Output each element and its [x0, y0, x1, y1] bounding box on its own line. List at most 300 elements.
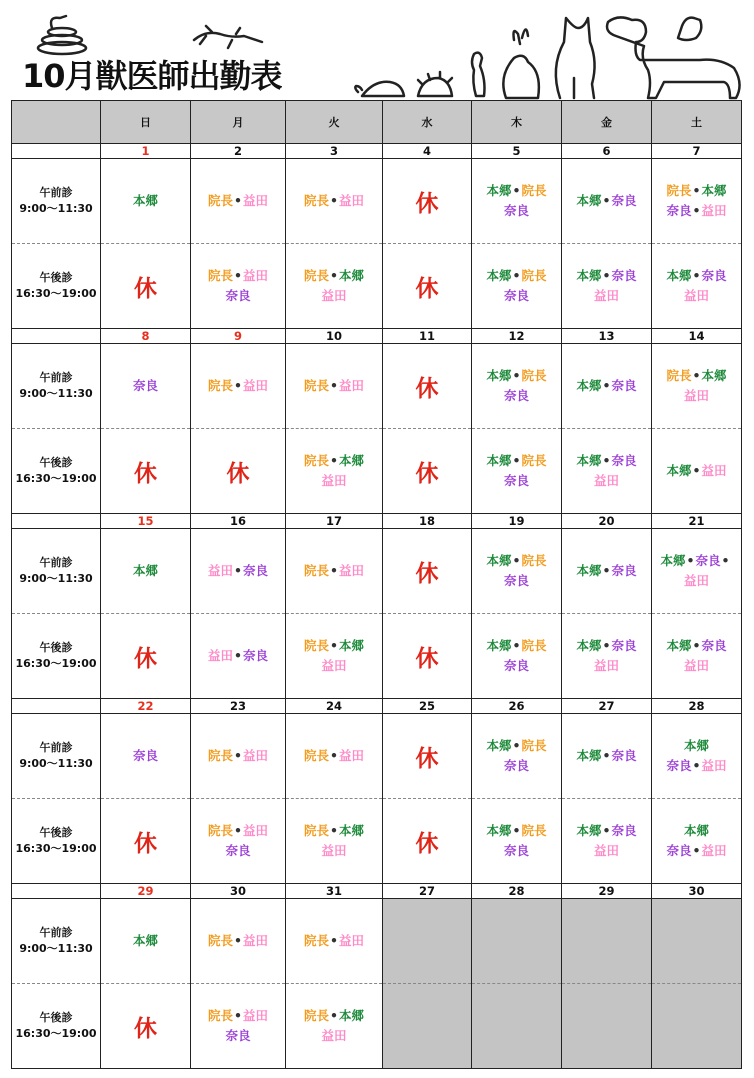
date-number: 15 [101, 514, 191, 529]
session-label [12, 344, 101, 429]
separator-dot: • [234, 378, 242, 393]
schedule-cell [286, 344, 383, 429]
date-number: 6 [562, 144, 652, 159]
doctor-line [286, 746, 382, 766]
morning-row [12, 159, 742, 244]
schedule-cell [472, 244, 562, 329]
separator-dot: • [330, 268, 338, 283]
doctor-line [472, 821, 561, 841]
doctor-line [191, 1026, 285, 1046]
doctor-name: 院長 [303, 268, 329, 283]
session-name: 午前診 [39, 186, 73, 199]
doctor-line [652, 386, 741, 406]
doctor-name: 奈良 [666, 843, 692, 858]
doctor-line [101, 191, 190, 211]
doctor-name: 院長 [303, 1008, 329, 1023]
doctor-name: 院長 [666, 368, 692, 383]
separator-dot: • [330, 748, 338, 763]
closed-mark: 休 [134, 830, 157, 857]
schedule-cell [191, 614, 286, 699]
doctor-name: 本郷 [339, 453, 365, 468]
date-number: 19 [472, 514, 562, 529]
doctor-name: 本郷 [339, 638, 365, 653]
date-row [12, 699, 742, 714]
date-number: 26 [472, 699, 562, 714]
date-number: 2 [191, 144, 286, 159]
doctor-name: 院長 [521, 268, 547, 283]
session-name: 午前診 [39, 556, 73, 569]
doctor-line [652, 266, 741, 286]
doctor-name: 本郷 [339, 268, 365, 283]
doctor-line [562, 266, 651, 286]
doctor-name: 奈良 [503, 388, 529, 403]
doctor-line [562, 376, 651, 396]
separator-dot: • [330, 378, 338, 393]
session-time: 16:30〜19:00 [15, 842, 97, 855]
morning-row [12, 529, 742, 614]
doctor-line [652, 756, 741, 776]
doctor-line [191, 841, 285, 861]
session-label [12, 899, 101, 984]
closed-mark: 休 [415, 560, 439, 587]
weekday-header: 木 [472, 101, 562, 144]
schedule-cell [101, 344, 191, 429]
date-number: 4 [383, 144, 472, 159]
closed-mark: 休 [134, 645, 157, 672]
doctor-name: 院長 [303, 453, 329, 468]
doctor-line [562, 636, 651, 656]
schedule-cell [472, 714, 562, 799]
doctor-name: 奈良 [666, 758, 692, 773]
doctor-name: 益田 [243, 933, 269, 948]
date-row [12, 884, 742, 899]
session-name: 午前診 [39, 371, 73, 384]
doctor-name: 院長 [207, 823, 233, 838]
doctor-name: 院長 [521, 553, 547, 568]
doctor-line [191, 931, 285, 951]
doctor-name: 院長 [521, 453, 547, 468]
doctor-name: 奈良 [503, 203, 529, 218]
schedule-cell [383, 529, 472, 614]
session-name: 午後診 [39, 271, 73, 284]
afternoon-row [12, 799, 742, 884]
doctor-name: 奈良 [225, 843, 251, 858]
separator-dot: • [330, 638, 338, 653]
separator-dot: • [512, 738, 521, 753]
doctor-name: 院長 [303, 748, 329, 763]
doctor-line [562, 821, 651, 841]
doctor-line [191, 266, 285, 286]
session-label [12, 159, 101, 244]
doctor-name: 益田 [683, 288, 709, 303]
separator-dot: • [692, 183, 701, 198]
separator-dot: • [234, 268, 242, 283]
doctor-line [472, 636, 561, 656]
separator-dot: • [512, 183, 521, 198]
doctor-line [101, 746, 190, 766]
doctor-name: 益田 [243, 193, 269, 208]
schedule-cell [101, 984, 191, 1069]
doctor-line [286, 1006, 382, 1026]
closed-mark: 休 [415, 645, 439, 672]
doctor-name: 本郷 [132, 563, 158, 578]
doctor-line [472, 551, 561, 571]
doctor-name: 本郷 [666, 638, 692, 653]
schedule-cell [101, 799, 191, 884]
schedule-cell [383, 614, 472, 699]
schedule-cell [101, 159, 191, 244]
date-number: 29 [562, 884, 652, 899]
doctor-name: 益田 [701, 203, 727, 218]
doctor-line [562, 286, 651, 306]
doctor-line [472, 656, 561, 676]
doctor-line [286, 931, 382, 951]
doctor-name: 本郷 [701, 183, 727, 198]
doctor-name: 本郷 [132, 193, 158, 208]
doctor-line [472, 571, 561, 591]
doctor-name: 益田 [243, 378, 269, 393]
session-label [12, 984, 101, 1069]
schedule-cell [286, 799, 383, 884]
separator-dot: • [692, 203, 701, 218]
session-name: 午後診 [39, 641, 73, 654]
session-name: 午後診 [39, 826, 73, 839]
date-number: 9 [191, 329, 286, 344]
weekday-header: 金 [562, 101, 652, 144]
doctor-line [652, 201, 741, 221]
doctor-name: 益田 [593, 288, 619, 303]
date-number: 28 [652, 699, 742, 714]
doctor-name: 奈良 [611, 748, 637, 763]
date-number: 14 [652, 329, 742, 344]
doctor-name: 院長 [303, 563, 329, 578]
doctor-line [472, 841, 561, 861]
date-number: 12 [472, 329, 562, 344]
session-time: 16:30〜19:00 [15, 472, 97, 485]
date-number: 23 [191, 699, 286, 714]
morning-row [12, 714, 742, 799]
doctor-name: 奈良 [225, 1028, 251, 1043]
separator-dot: • [330, 453, 338, 468]
schedule-cell [383, 429, 472, 514]
empty-cell [383, 984, 472, 1069]
separator-dot: • [602, 453, 611, 468]
doctor-line [652, 366, 741, 386]
doctor-name: 益田 [321, 1028, 347, 1043]
doctor-line [286, 451, 382, 471]
session-label [12, 714, 101, 799]
snake-icon [38, 16, 86, 54]
session-time: 9:00〜11:30 [19, 572, 93, 585]
session-name: 午後診 [39, 456, 73, 469]
doctor-name: 奈良 [503, 658, 529, 673]
schedule-cell [191, 984, 286, 1069]
schedule-cell [286, 429, 383, 514]
date-number: 29 [101, 884, 191, 899]
schedule-cell [101, 244, 191, 329]
closed-mark: 休 [415, 460, 439, 487]
doctor-line [101, 376, 190, 396]
doctor-line [472, 201, 561, 221]
schedule-cell [562, 344, 652, 429]
schedule-cell [383, 714, 472, 799]
date-row [12, 329, 742, 344]
date-number: 30 [652, 884, 742, 899]
doctor-name: 奈良 [695, 553, 721, 568]
date-number: 20 [562, 514, 652, 529]
separator-dot: • [692, 268, 701, 283]
schedule-cell [286, 159, 383, 244]
date-number: 17 [286, 514, 383, 529]
session-label [12, 799, 101, 884]
schedule-cell [101, 429, 191, 514]
schedule-cell [191, 244, 286, 329]
doctor-name: 益田 [339, 748, 365, 763]
schedule-cell [562, 159, 652, 244]
doctor-name: 奈良 [611, 193, 637, 208]
doctor-name: 奈良 [503, 473, 529, 488]
separator-dot: • [512, 823, 521, 838]
date-row-spacer [12, 514, 101, 529]
schedule-cell [101, 529, 191, 614]
closed-mark: 休 [134, 460, 157, 487]
doctor-name: 奈良 [225, 288, 251, 303]
schedule-cell [286, 244, 383, 329]
doctor-name: 本郷 [486, 823, 512, 838]
doctor-name: 奈良 [243, 648, 269, 663]
schedule-cell [652, 714, 742, 799]
doctor-name: 益田 [321, 288, 347, 303]
separator-dot: • [692, 368, 701, 383]
schedule-cell [652, 799, 742, 884]
doctor-line [191, 646, 285, 666]
doctor-name: 益田 [339, 378, 365, 393]
closed-mark: 休 [134, 275, 157, 302]
afternoon-row [12, 984, 742, 1069]
doctor-name: 益田 [683, 573, 709, 588]
schedule-cell [562, 529, 652, 614]
doctor-name: 益田 [243, 1008, 269, 1023]
date-number: 27 [383, 884, 472, 899]
separator-dot: • [330, 563, 338, 578]
separator-dot: • [234, 563, 242, 578]
doctor-name: 本郷 [486, 453, 512, 468]
doctor-name: 奈良 [611, 638, 637, 653]
doctor-name: 院長 [207, 1008, 233, 1023]
date-number: 11 [383, 329, 472, 344]
doctor-name: 益田 [683, 658, 709, 673]
doctor-name: 奈良 [611, 268, 637, 283]
doctor-name: 本郷 [576, 638, 602, 653]
date-number: 28 [472, 884, 562, 899]
separator-dot: • [330, 193, 338, 208]
doctor-name: 益田 [593, 473, 619, 488]
doctor-line [191, 191, 285, 211]
doctor-name: 益田 [701, 843, 727, 858]
date-number: 7 [652, 144, 742, 159]
doctor-name: 院長 [303, 378, 329, 393]
bird-icon [678, 18, 701, 40]
doctor-name: 本郷 [486, 368, 512, 383]
date-number: 16 [191, 514, 286, 529]
session-time: 16:30〜19:00 [15, 1027, 97, 1040]
date-number: 3 [286, 144, 383, 159]
schedule-cell [383, 159, 472, 244]
doctor-name: 益田 [339, 193, 365, 208]
doctor-line [286, 561, 382, 581]
session-name: 午前診 [39, 926, 73, 939]
schedule-cell [562, 714, 652, 799]
doctor-name: 本郷 [701, 368, 727, 383]
hedgehog-icon [418, 72, 452, 96]
separator-dot: • [234, 933, 242, 948]
doctor-line [652, 461, 741, 481]
separator-dot: • [602, 268, 611, 283]
doctor-name: 奈良 [666, 203, 692, 218]
separator-dot: • [512, 553, 521, 568]
schedule-cell [383, 799, 472, 884]
doctor-name: 本郷 [486, 268, 512, 283]
doctor-name: 本郷 [339, 823, 365, 838]
doctor-name: 本郷 [486, 183, 512, 198]
doctor-name: 院長 [303, 823, 329, 838]
schedule-cell [191, 159, 286, 244]
date-number: 25 [383, 699, 472, 714]
separator-dot: • [234, 193, 242, 208]
doctor-name: 院長 [207, 933, 233, 948]
doctor-name: 本郷 [339, 1008, 365, 1023]
doctor-name: 本郷 [666, 268, 692, 283]
closed-mark: 休 [226, 460, 250, 487]
schedule-cell [472, 159, 562, 244]
doctor-line [472, 181, 561, 201]
date-number: 5 [472, 144, 562, 159]
schedule-cell [472, 614, 562, 699]
doctor-name: 奈良 [132, 748, 158, 763]
doctor-line [652, 821, 741, 841]
session-time: 16:30〜19:00 [15, 657, 97, 670]
closed-mark: 休 [415, 375, 439, 402]
doctor-name: 院長 [521, 638, 547, 653]
doctor-line [286, 471, 382, 491]
closed-mark: 休 [415, 190, 439, 217]
session-time: 9:00〜11:30 [19, 387, 93, 400]
doctor-line [472, 756, 561, 776]
schedule-cell [472, 344, 562, 429]
doctor-name: 奈良 [132, 378, 158, 393]
weekday-header-row [12, 101, 742, 144]
session-label [12, 614, 101, 699]
schedule-body [12, 144, 742, 1069]
doctor-name: 益田 [339, 563, 365, 578]
doctor-name: 本郷 [683, 738, 709, 753]
doctor-name: 院長 [207, 268, 233, 283]
doctor-line [472, 366, 561, 386]
doctor-line [562, 451, 651, 471]
session-time: 9:00〜11:30 [19, 757, 93, 770]
separator-dot: • [602, 563, 611, 578]
doctor-line [652, 181, 741, 201]
doctor-line [472, 471, 561, 491]
doctor-name: 益田 [243, 823, 269, 838]
weekday-header: 土 [652, 101, 742, 144]
doctor-name: 本郷 [576, 268, 602, 283]
morning-row [12, 344, 742, 429]
doctor-name: 院長 [303, 193, 329, 208]
doctor-line [652, 571, 741, 591]
afternoon-row [12, 429, 742, 514]
schedule-cell [191, 799, 286, 884]
page-title: 10月獣医師出勤表 [22, 57, 282, 95]
afternoon-row [12, 614, 742, 699]
doctor-name: 本郷 [576, 748, 602, 763]
closed-mark: 休 [415, 275, 439, 302]
weekday-header: 月 [191, 101, 286, 144]
schedule-cell [562, 429, 652, 514]
weekday-header: 火 [286, 101, 383, 144]
separator-dot: • [330, 933, 338, 948]
session-time: 16:30〜19:00 [15, 287, 97, 300]
separator-dot: • [721, 553, 730, 568]
separator-dot: • [234, 823, 242, 838]
separator-dot: • [602, 748, 611, 763]
schedule-cell [191, 344, 286, 429]
separator-dot: • [602, 193, 611, 208]
doctor-name: 益田 [321, 658, 347, 673]
dog-icon [607, 17, 740, 98]
session-label [12, 244, 101, 329]
doctor-name: 院長 [666, 183, 692, 198]
schedule-cell [191, 714, 286, 799]
doctor-name: 奈良 [611, 453, 637, 468]
doctor-name: 奈良 [701, 268, 727, 283]
doctor-name: 奈良 [503, 758, 529, 773]
empty-cell [562, 899, 652, 984]
schedule-cell [383, 344, 472, 429]
doctor-name: 益田 [683, 388, 709, 403]
doctor-line [191, 821, 285, 841]
doctor-line [286, 1026, 382, 1046]
date-row-spacer [12, 144, 101, 159]
session-label [12, 529, 101, 614]
doctor-line [286, 286, 382, 306]
schedule-cell [191, 899, 286, 984]
schedule-cell [383, 244, 472, 329]
doctor-name: 院長 [521, 183, 547, 198]
empty-cell [472, 899, 562, 984]
doctor-line [191, 1006, 285, 1026]
date-number: 30 [191, 884, 286, 899]
closed-mark: 休 [415, 830, 439, 857]
empty-cell [472, 984, 562, 1069]
doctor-line [191, 376, 285, 396]
doctor-name: 奈良 [503, 288, 529, 303]
doctor-name: 奈良 [503, 573, 529, 588]
separator-dot: • [330, 1008, 338, 1023]
session-label [12, 429, 101, 514]
doctor-name: 本郷 [486, 553, 512, 568]
doctor-name: 院長 [207, 748, 233, 763]
schedule-cell [286, 714, 383, 799]
morning-row [12, 899, 742, 984]
weekday-header: 水 [383, 101, 472, 144]
doctor-line [562, 746, 651, 766]
date-number: 8 [101, 329, 191, 344]
separator-dot: • [692, 463, 701, 478]
schedule-cell [652, 344, 742, 429]
doctor-name: 本郷 [486, 638, 512, 653]
schedule-cell [286, 529, 383, 614]
